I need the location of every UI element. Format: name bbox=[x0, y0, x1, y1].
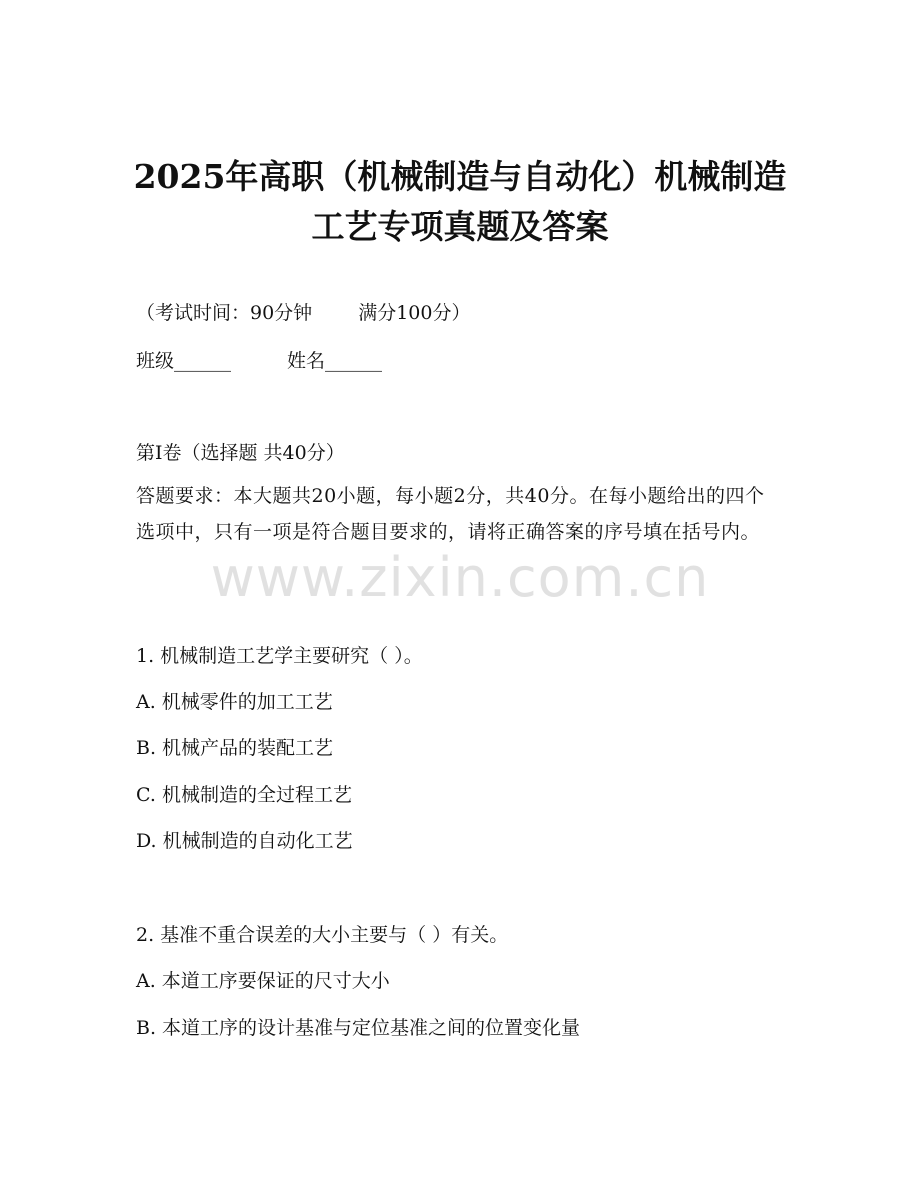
exam-time: （考试时间：90分钟 bbox=[136, 302, 313, 324]
question-option: B. 机械产品的装配工艺 bbox=[136, 737, 334, 759]
class-field: 班级______ bbox=[136, 350, 232, 372]
document-title-line-2: 工艺专项真题及答案 bbox=[311, 207, 609, 246]
student-fields bbox=[136, 348, 382, 374]
question-stem: 1. 机械制造工艺学主要研究（ ）。 bbox=[136, 645, 423, 667]
question-option: D. 机械制造的自动化工艺 bbox=[136, 830, 353, 852]
name-field: 姓名______ bbox=[287, 350, 383, 372]
document-title-line-1: 2025年高职（机械制造与自动化）机械制造 bbox=[133, 157, 787, 196]
question-option: C. 机械制造的全过程工艺 bbox=[136, 784, 352, 806]
question-option: A. 机械零件的加工工艺 bbox=[136, 691, 333, 713]
exam-info bbox=[136, 300, 470, 326]
question-option: A. 本道工序要保证的尺寸大小 bbox=[136, 970, 390, 992]
section-heading: 第I卷（选择题 共40分） bbox=[136, 442, 345, 464]
section-instructions: 答题要求：本大题共20小题，每小题2分，共40分。在每小题给出的四个选项中，只有一项是符合题目要求的，请将正确答案的序号填在括号内。 bbox=[136, 485, 765, 543]
exam-full-score: 满分100分） bbox=[358, 302, 471, 324]
question-option: B. 本道工序的设计基准与定位基准之间的位置变化量 bbox=[136, 1017, 581, 1039]
question-stem: 2. 基准不重合误差的大小主要与（ ）有关。 bbox=[136, 924, 509, 946]
watermark-text: www.zixin.com.cn bbox=[210, 546, 710, 609]
